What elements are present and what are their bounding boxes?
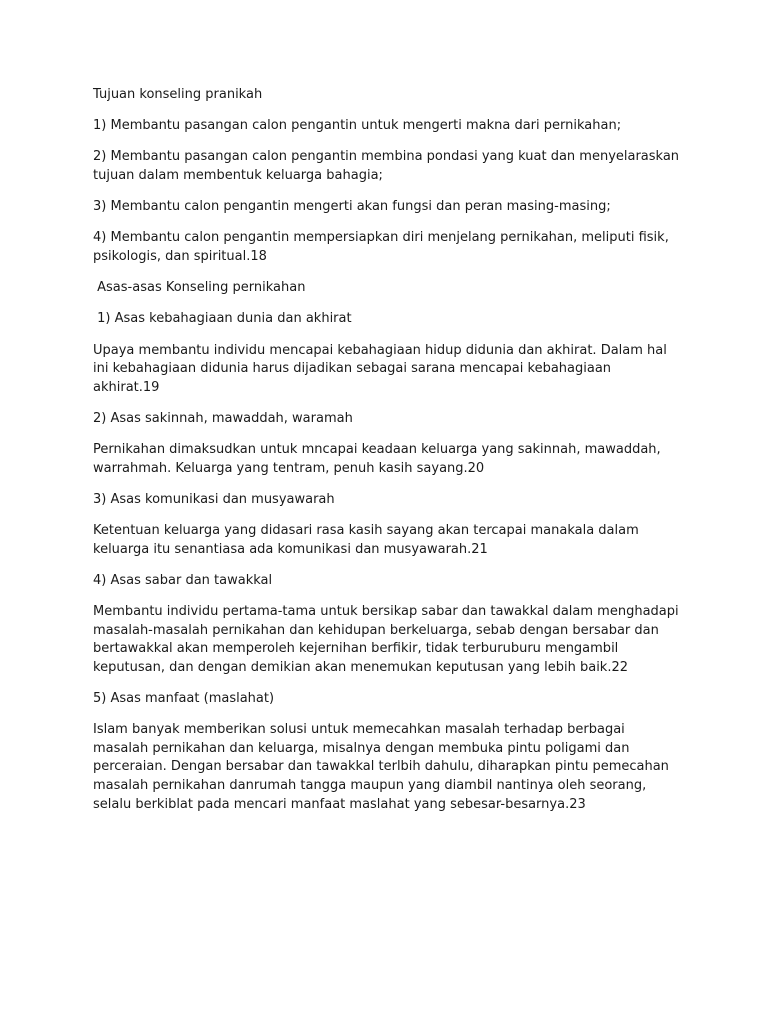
- principle-heading-5: 5) Asas manfaat (maslahat): [93, 690, 275, 706]
- principle-body-4: Membantu individu pertama-tama untuk bersikap sabar dan tawakkal dalam menghadapi masalah-masalah pernikahan dan kehidupan berkeluarga, sebab dengan bersabar dan bertawakkal akan memperoleh kejernihan berfikir, tidak terburuburu mengambil keputusan, dan dengan demikian akan menemukan keputusan yang lebih baik.22: [93, 604, 683, 675]
- document-title: Tujuan konseling pranikah: [93, 87, 263, 102]
- goal-item-3: 3) Membantu calon pengantin mengerti akan fungsi dan peran masing-masing;: [93, 199, 611, 215]
- principle-heading-2: 2) Asas sakinnah, mawaddah, waramah: [93, 410, 353, 426]
- goal-item-2: 2) Membantu pasangan calon pengantin membina pondasi yang kuat dan menyelaraskan tujuan dalam membentuk keluarga bahagia;: [93, 149, 684, 183]
- section-heading-asas: Asas-asas Konseling pernikahan: [93, 280, 306, 296]
- principle-heading-4: 4) Asas sabar dan tawakkal: [93, 572, 273, 588]
- principle-body-1: Upaya membantu individu mencapai kebahagiaan hidup didunia dan akhirat. Dalam hal ini kebahagiaan didunia harus dijadikan sebagai sarana mencapai kebahagiaan akhirat.19: [93, 342, 672, 395]
- goal-item-4: 4) Membantu calon pengantin mempersiapkan diri menjelang pernikahan, meliputi fisik, psikologis, dan spiritual.18: [93, 230, 673, 264]
- principle-body-2: Pernikahan dimaksudkan untuk mncapai keadaan keluarga yang sakinnah, mawaddah, warrahmah. Keluarga yang tentram, penuh kasih sayang.20: [93, 442, 665, 476]
- goal-item-1: 1) Membantu pasangan calon pengantin untuk mengerti makna dari pernikahan;: [93, 118, 622, 134]
- principle-heading-1: 1) Asas kebahagiaan dunia dan akhirat: [93, 311, 352, 327]
- principle-body-5: Islam banyak memberikan solusi untuk memecahkan masalah terhadap berbagai masalah pernikahan dan keluarga, misalnya dengan membuka pintu poligami dan perceraian. Dengan bersabar dan tawakkal terlbih dahulu, diharapkan pintu pemecahan masalah pernikahan danrumah tangga maupun yang diambil nantinya oleh seorang, selalu berkiblat pada mencari manfaat maslahat yang sebesar-besarnya.23: [93, 722, 674, 812]
- principle-body-3: Ketentuan keluarga yang didasari rasa kasih sayang akan tercapai manakala dalam keluarga itu senantiasa ada komunikasi dan musyawarah.21: [93, 523, 643, 557]
- principle-heading-3: 3) Asas komunikasi dan musyawarah: [93, 491, 335, 507]
